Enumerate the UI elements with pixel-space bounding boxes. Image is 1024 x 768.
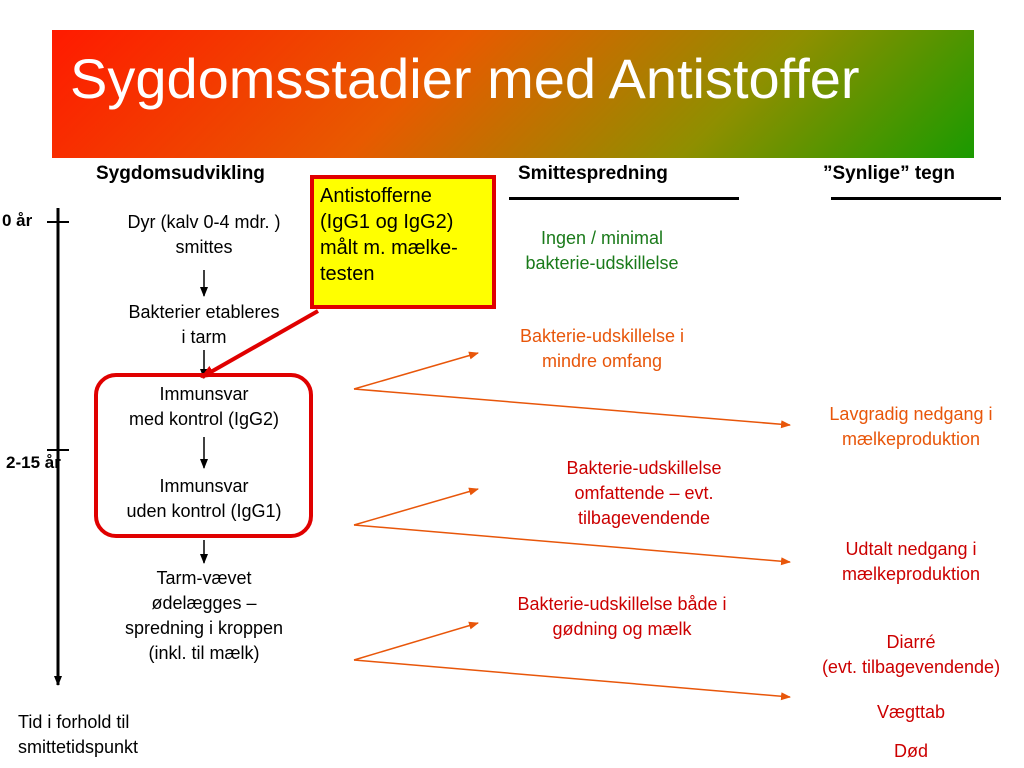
stage-immune-control (84, 382, 324, 432)
sign-low-milk-drop-line2: mælkeproduktion (841, 429, 981, 449)
callout-line1: Antistofferne (320, 185, 432, 207)
timeline-caption-line2: smittetidspunkt (18, 737, 139, 757)
slide-title: Sygdomsstadier med Antistoffer (70, 47, 860, 110)
branch-arrow-1a (354, 353, 478, 389)
sign-marked-milk-drop-line2: mælkeproduktion (841, 564, 981, 584)
stage-infection (84, 210, 324, 260)
callout-line2: (IgG1 og IgG2) (320, 211, 454, 233)
spread-minor (477, 324, 727, 374)
sign-low-milk-drop (796, 402, 1024, 452)
stage-tissue-damage-line2: ødelægges – (151, 593, 257, 613)
spread-none (492, 226, 712, 276)
timeline-caption-line1: Tid i forhold til (18, 712, 130, 732)
header-synlige-tegn: ”Synlige” tegn (823, 163, 955, 184)
sign-marked-milk-drop (796, 537, 1024, 587)
stage-establish (84, 300, 324, 350)
stage-immune-control-line1: Immunsvar (159, 384, 249, 404)
sign-diarrhea (796, 630, 1024, 680)
stage-establish-line2: i tarm (181, 327, 227, 347)
spread-extensive-line2: omfattende – evt. (574, 483, 714, 503)
stage-tissue-damage-line1: Tarm-vævet (156, 568, 252, 588)
sign-weight-loss: Vægttab (876, 702, 946, 722)
spread-minor-line1: Bakterie-udskillelse i (519, 326, 685, 346)
sign-diarrhea-line1: Diarré (886, 632, 936, 652)
spread-feces-milk-line1: Bakterie-udskillelse både i (517, 594, 727, 614)
sign-diarrhea-line2: (evt. tilbagevendende) (821, 657, 1001, 677)
stage-immune-no-control-line2: uden kontrol (IgG1) (126, 501, 282, 521)
stage-immune-no-control-line1: Immunsvar (159, 476, 249, 496)
timeline-caption (18, 710, 188, 760)
spread-feces-milk-line2: gødning og mælk (552, 619, 692, 639)
callout-line3: målt m. mælke- (320, 237, 458, 259)
header-sygdomsudvikling: Sygdomsudvikling (96, 163, 265, 184)
stage-infection-line1: Dyr (kalv 0-4 mdr. ) (127, 212, 281, 232)
sign-low-milk-drop-line1: Lavgradig nedgang i (829, 404, 993, 424)
callout-line4: testen (320, 263, 375, 285)
spread-minor-line2: mindre omfang (541, 351, 663, 371)
spread-none-line1: Ingen / minimal (540, 228, 664, 248)
spread-none-line2: bakterie-udskillelse (525, 253, 679, 273)
branch-arrow-3b (354, 660, 790, 697)
branch-arrow-3a (354, 623, 478, 660)
stage-establish-line1: Bakterier etableres (128, 302, 280, 322)
stage-infection-line2: smittes (175, 237, 233, 257)
timeline-start-label: 0 år (2, 211, 33, 230)
branch-arrow-2a (354, 489, 478, 525)
spread-extensive-line3: tilbagevendende (577, 508, 711, 528)
stage-tissue-damage (84, 566, 324, 666)
header-smittespredning: Smittespredning (518, 163, 668, 184)
stage-tissue-damage-line3: spredning i kroppen (124, 618, 284, 638)
spread-feces-milk (482, 592, 762, 642)
antibody-callout (310, 175, 496, 309)
stage-immune-control-line2: med kontrol (IgG2) (128, 409, 280, 429)
branch-arrow-1b (354, 389, 790, 425)
spread-extensive (514, 456, 774, 531)
stage-immune-no-control (84, 474, 324, 524)
sign-death: Død (893, 741, 928, 761)
stage-tissue-damage-line4: (inkl. til mælk) (148, 643, 260, 663)
sign-marked-milk-drop-line1: Udtalt nedgang i (845, 539, 977, 559)
spread-extensive-line1: Bakterie-udskillelse (566, 458, 722, 478)
timeline-mid-label: 2-15 år (6, 453, 61, 472)
